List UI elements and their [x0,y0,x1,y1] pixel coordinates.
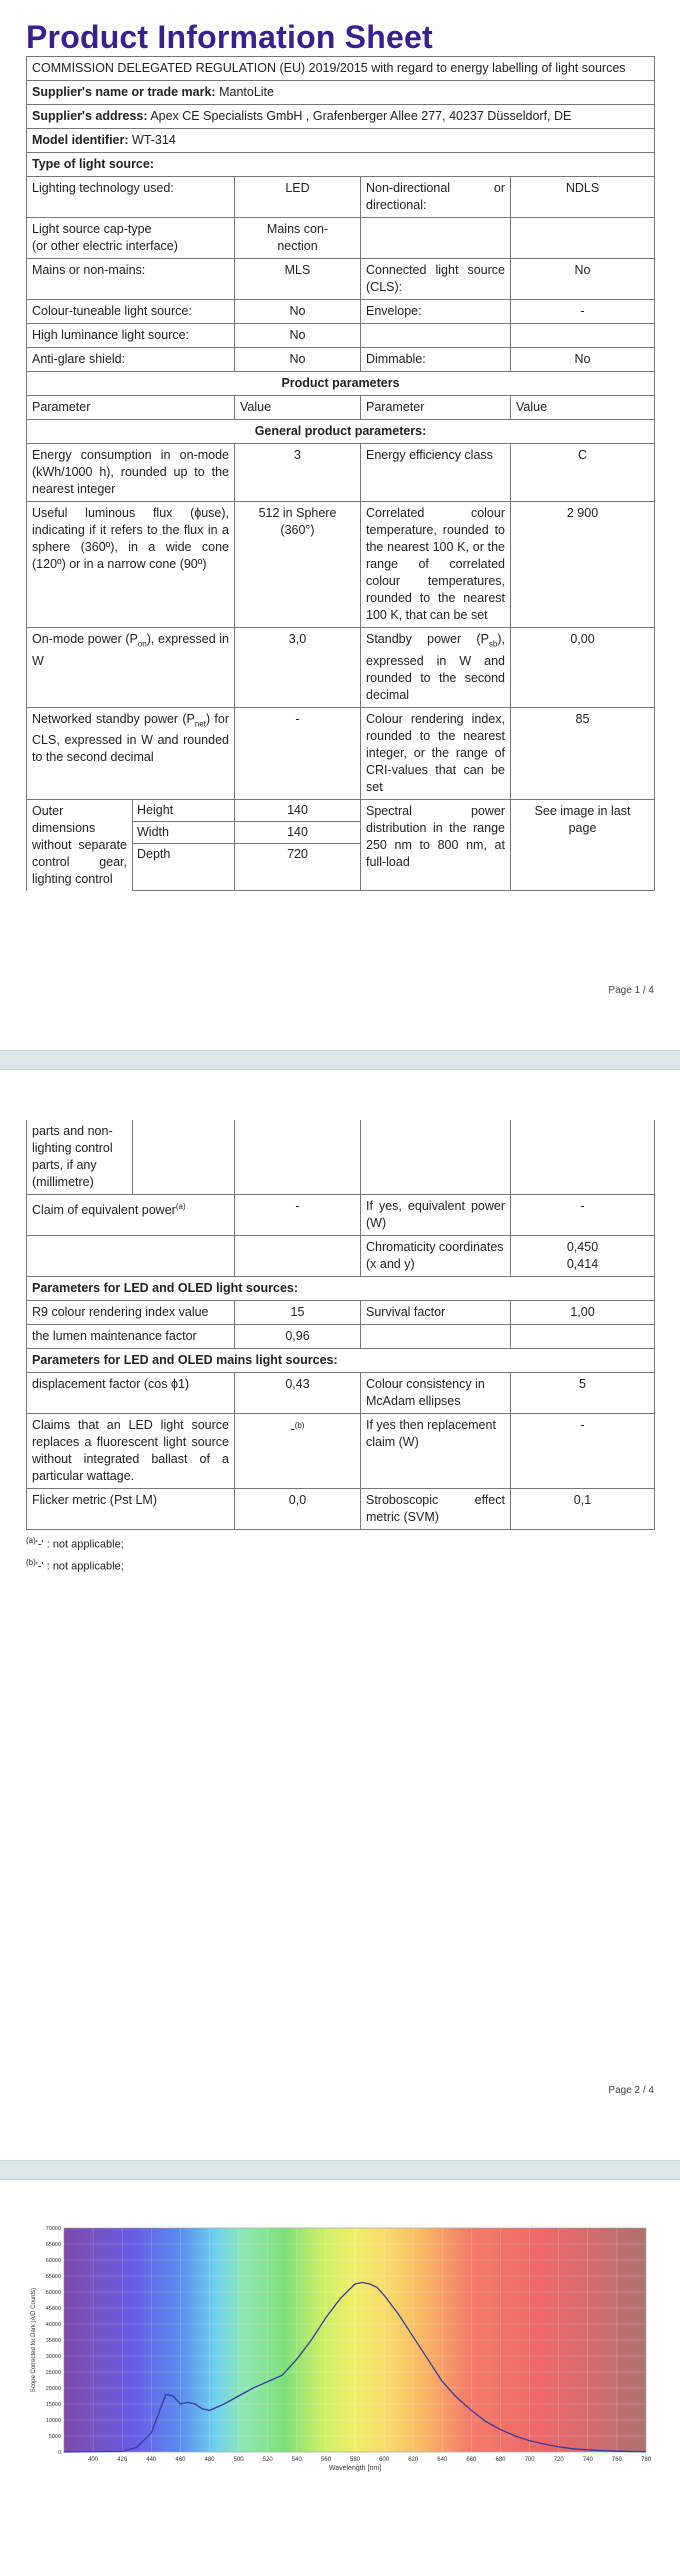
survival-factor-label: Survival factor [361,1301,511,1325]
spectral-power-label: Spectral power distribution in the range 250 nm to 800 nm, at full-load [361,799,511,891]
anti-glare-label: Anti-glare shield: [27,348,235,372]
luminous-flux-label: Useful luminous flux (ɸuse), indicating if it refers to the flux in a sphere (360º), in a wide cone (120º) or in a narrow cone (90º) [27,502,235,628]
dimension-names-table [133,800,234,865]
energy-consumption-value: 3 [235,444,361,502]
page-1-content [26,18,654,891]
y-tick-label: 5000 [48,2434,61,2440]
empty-cell [511,324,655,348]
energy-class-value: C [511,444,655,502]
page-1 [0,0,680,1048]
y-axis-label: Scope Corrected for Dark (A/D Counts) [31,2287,37,2393]
on-mode-power-value: 3,0 [235,628,361,708]
x-tick-label: 540 [291,2457,302,2463]
cap-type-label: Light source cap-type (or other electric interface) [27,218,235,259]
replacement-claim-value: - [511,1414,655,1489]
x-tick-label: 600 [379,2457,390,2463]
empty-cell [235,1236,361,1277]
depth-label: Depth [137,846,171,861]
page-3 [0,2180,680,2560]
page-number: Page 2 / 4 [608,2085,654,2096]
supplier-label: Supplier's name or trade mark: [32,85,216,99]
led-oled-mains-heading: Parameters for LED and OLED mains light sources: [27,1349,655,1373]
spectral-distribution-chart [26,2220,654,2480]
chromaticity-label: Chromaticity coordinates (x and y) [361,1236,511,1277]
luminous-flux-value: 512 in Sphere (360°) [235,502,361,628]
equivalent-power-label: Claim of equivalent power$^{(a)}$ [27,1195,235,1236]
y-tick-label: 0 [57,2450,61,2456]
y-tick-label: 35000 [45,2338,61,2344]
footnote-b: $^{(b)}$'-' : not applicable; [26,1557,124,1573]
envelope-value: - [511,300,655,324]
x-tick-label: 580 [349,2457,361,2463]
standby-power-value: 0,00 [511,628,655,708]
dimmable-value: No [511,348,655,372]
y-tick-label: 70000 [45,2226,61,2232]
address-row [27,105,655,129]
x-tick-label: 520 [262,2457,273,2463]
x-tick-label: 760 [611,2457,622,2463]
address-value: Apex CE Specialists GmbH , Grafenberger Allee 277, 40237 Düsseldorf, DE [150,109,572,123]
mains-label: Mains or non-mains: [27,259,235,300]
page-title: Product Information Sheet [26,19,433,55]
type-heading: Type of light source: [27,153,655,177]
header-parameter: Parameter [27,396,235,420]
lighting-tech-label: Lighting technology used: [27,177,235,218]
address-label: Supplier's address: [32,109,148,123]
empty-cell [511,218,655,259]
chromaticity-value: 0,450 0,414 [511,1236,655,1277]
x-tick-label: 660 [466,2457,477,2463]
page-separator [0,2160,680,2180]
cct-label: Correlated colour temperature, rounded to the nearest 100 K, or the range of correlated colour temperatures, rounded to the nearest 100 K, that can be set [361,502,511,628]
dimension-names [133,799,235,891]
x-tick-label: 740 [582,2457,593,2463]
displacement-factor-label: displacement factor (cos ϕ1) [27,1373,235,1414]
height-value: 140 [235,800,360,822]
y-tick-label: 10000 [45,2418,61,2424]
empty-cell [361,1120,511,1195]
x-tick-label: 780 [640,2457,652,2463]
dimension-values-table [235,800,360,865]
empty-cell [511,1120,655,1195]
cct-value: 2 900 [511,502,655,628]
supplier-row [27,81,655,105]
lumen-maintenance-label: the lumen maintenance factor [27,1325,235,1349]
mains-value: MLS [235,259,361,300]
header-value: Value [235,396,361,420]
spectral-power-value: See image in last page [511,799,655,891]
x-tick-label: 460 [175,2457,186,2463]
displacement-factor-value: 0,43 [235,1373,361,1414]
supplier-value: MantoLite [219,85,274,99]
if-yes-equivalent-value: - [511,1195,655,1236]
nondirectional-label: Non-directional or directional: [361,177,511,218]
energy-class-label: Energy efficiency class [361,444,511,502]
outer-dimensions-cont: parts and non-lighting control parts, if any (millimetre) [27,1120,133,1195]
on-mode-power-label: On-mode power $(P_{on})$, expressed in W [27,628,235,708]
model-value: WT-314 [132,133,176,147]
led-oled-heading: Parameters for LED and OLED light sources: [27,1277,655,1301]
envelope-label: Envelope: [361,300,511,324]
tuneable-label: Colour-tuneable light source: [27,300,235,324]
stroboscopic-label: Stroboscopic effect metric (SVM) [361,1489,511,1530]
y-tick-label: 20000 [45,2386,61,2392]
flicker-metric-value: 0,0 [235,1489,361,1530]
product-info-table-cont [26,1120,655,1530]
y-tick-label: 60000 [45,2258,61,2264]
x-tick-label: 720 [553,2457,564,2463]
empty-cell [361,1325,511,1349]
cls-label: Connected light source (CLS): [361,259,511,300]
y-tick-label: 65000 [45,2242,61,2248]
r9-value: 15 [235,1301,361,1325]
width-label: Width [133,821,234,843]
tuneable-value: No [235,300,361,324]
cls-value: No [511,259,655,300]
dimmable-label: Dimmable: [361,348,511,372]
footnote-a: $^{(a)}$'-' : not applicable; [26,1536,124,1551]
lumen-maintenance-value: 0,96 [235,1325,361,1349]
stroboscopic-value: 0,1 [511,1489,655,1530]
general-parameters-heading: General product parameters: [27,420,655,444]
standby-power-label: Standby power $(P_{sb})$, expressed in W and rounded to the second decimal [361,628,511,708]
dimension-values [235,799,361,891]
r9-label: R9 colour rendering index value [27,1301,235,1325]
y-tick-label: 40000 [45,2322,61,2328]
x-tick-label: 700 [524,2457,535,2463]
y-tick-label: 45000 [45,2306,61,2312]
y-tick-label: 30000 [45,2354,61,2360]
width-value: 140 [235,821,360,843]
x-tick-label: 400 [88,2457,99,2463]
product-info-table [26,56,655,891]
cri-label: Colour rendering index, rounded to the nearest integer, or the range of CRI-values that can be set [361,707,511,799]
survival-factor-value: 1,00 [511,1301,655,1325]
regulation-text: COMMISSION DELEGATED REGULATION (EU) 2019/2015 with regard to energy labelling of light sources [27,57,655,81]
anti-glare-value: No [235,348,361,372]
x-tick-label: 620 [408,2457,419,2463]
x-tick-label: 680 [495,2457,506,2463]
lighting-tech-value: LED [235,177,361,218]
x-tick-label: 420 [117,2457,128,2463]
height-label: Height [133,800,234,822]
energy-consumption-label: Energy consumption in on-mode (kWh/1000 h), rounded up to the nearest integer [27,444,235,502]
networked-standby-label: Networked standby power $(P_{net})$ for CLS, expressed in W and rounded to the second decimal [27,707,235,799]
x-tick-label: 640 [437,2457,448,2463]
empty-cell [511,1325,655,1349]
header-value-2: Value [511,396,655,420]
equivalent-power-value: - [235,1195,361,1236]
nondirectional-value: NDLS [511,177,655,218]
page-number: Page 1 / 4 [608,985,654,996]
outer-dimensions-label: Outer dimensions without separate control gear, lighting control [27,799,133,891]
empty-cell [27,1236,235,1277]
fluorescent-claim-value: -$^{(b)}$ [235,1414,361,1489]
high-luminance-value: No [235,324,361,348]
model-row [27,129,655,153]
page-2-content [26,1120,654,1575]
model-label: Model identifier: [32,133,129,147]
page-separator [0,1050,680,1070]
networked-standby-value: - [235,707,361,799]
x-tick-label: 440 [146,2457,157,2463]
fluorescent-claim-label: Claims that an LED light source replaces a fluorescent light source without integrated ballast of a particular wattage. [27,1414,235,1489]
colour-consistency-value: 5 [511,1373,655,1414]
cap-type-value: Mains con-nection [235,218,361,259]
y-tick-label: 25000 [45,2370,61,2376]
header-parameter-2: Parameter [361,396,511,420]
product-parameters-heading: Product parameters [27,372,655,396]
x-tick-label: 480 [204,2457,215,2463]
x-tick-label: 500 [233,2457,244,2463]
replacement-claim-label: If yes then replacement claim (W) [361,1414,511,1489]
page-2 [0,1070,680,2160]
high-luminance-label: High luminance light source: [27,324,235,348]
empty-cell [361,324,511,348]
x-axis-label: Wavelength [nm] [328,2465,382,2472]
y-tick-label: 55000 [45,2274,61,2280]
depth-value: 720 [287,846,308,861]
flicker-metric-label: Flicker metric (Pst LM) [27,1489,235,1530]
empty-cell [133,1120,235,1195]
x-tick-label: 560 [320,2457,331,2463]
colour-consistency-label: Colour consistency in McAdam ellipses [361,1373,511,1414]
empty-cell [235,1120,361,1195]
if-yes-equivalent-label: If yes, equivalent power (W) [361,1195,511,1236]
cri-value: 85 [511,707,655,799]
y-tick-label: 50000 [45,2290,61,2296]
y-tick-label: 15000 [45,2402,61,2408]
empty-cell [361,218,511,259]
